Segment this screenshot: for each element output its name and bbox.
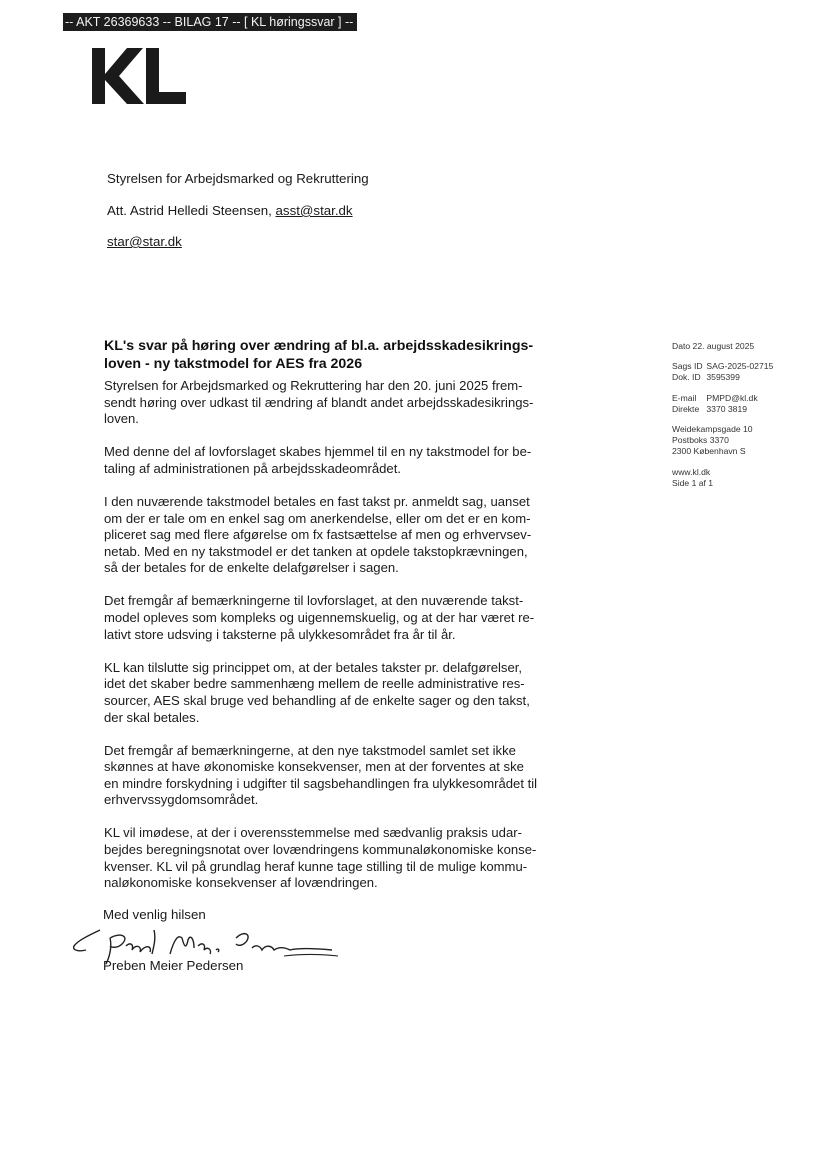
body-line: loven. (104, 411, 139, 427)
paragraph (104, 494, 574, 577)
date-value: 22. august 2025 (692, 341, 755, 351)
body-line: så der betales for de enkelte delafgørelser i sagen. (104, 560, 399, 576)
body-line: Det fremgår af bemærkningerne til lovforslaget, at den nuværende takst- (104, 593, 524, 609)
case-id-label: Sags ID (672, 361, 703, 372)
recipient-email (107, 233, 182, 251)
doc-id-label: Dok. ID (672, 372, 701, 383)
doc-id-value: 3595399 (706, 372, 740, 383)
attention-email-link[interactable]: asst@star.dk (275, 203, 353, 218)
email-value[interactable]: PMPD@kl.dk (706, 392, 758, 403)
address-line: Postboks 3370 (672, 435, 729, 446)
website[interactable]: www.kl.dk (672, 466, 711, 477)
email-row (672, 393, 822, 404)
title-line: loven - ny takstmodel for AES fra 2026 (104, 356, 363, 372)
attention-name: Att. Astrid Helledi Steensen, (107, 203, 276, 218)
body-line: erhvervssygdomsområdet. (104, 792, 259, 808)
direct-phone-row (672, 404, 822, 415)
case-id-row (672, 361, 822, 372)
body-line: KL vil imødese, at der i overensstemmelse med sædvanlig praksis udar- (104, 825, 522, 841)
letter-title (104, 337, 574, 373)
body-line: kvenser. KL vil på grundlag heraf kunne tage stilling til de mulige kommu- (104, 858, 528, 874)
body-line: naløkonomiske konsekvenser af lovændringen. (104, 875, 378, 891)
page-number: Side 1 af 1 (672, 477, 714, 488)
body-line: bejdes beregningsnotat over lovændringens kommunaløkonomiske konse- (104, 842, 537, 858)
paragraph (104, 378, 574, 428)
body-line: sendt høring over udkast til ændring af blandt andet arbejdsskadesikrings- (104, 394, 534, 410)
body-line: Det fremgår af bemærkningerne, at den nye takstmodel samlet set ikke (104, 742, 516, 758)
body-line: sourcer, AES skal bruge ved behandling af de enkelte sager og den takst, (104, 692, 530, 708)
paragraph (104, 593, 574, 643)
address-line: Weidekampsgade 10 (672, 424, 753, 435)
address-line: 2300 København S (672, 446, 746, 457)
body-line: en mindre forskydning i udgifter til sagsbehandlingen fra ulykkesområdet til (104, 775, 538, 791)
doc-id-row (672, 372, 822, 383)
date-label: Dato (672, 341, 691, 351)
direct-phone-label: Direkte (672, 403, 700, 414)
body-line: pliceret sag med flere afgørelse om fx fastsættelse af men og erhvervsev- (104, 527, 532, 543)
paragraph (104, 743, 574, 809)
date-row (672, 341, 822, 352)
body-line: KL kan tilslutte sig princippet om, at der betales takster pr. delafgørelser, (104, 659, 522, 675)
letter-body (104, 378, 574, 908)
body-line: Styrelsen for Arbejdsmarked og Rekruttering har den 20. juni 2025 frem- (104, 378, 523, 393)
email-label: E-mail (672, 392, 697, 403)
body-line: netab. Med en ny takstmodel er det tanken at opdele takstopkrævningen, (104, 543, 528, 559)
direct-phone-value: 3370 3819 (706, 403, 748, 414)
body-line: om der er tale om en enkel sag om anerkendelse, eller om det er en kom- (104, 510, 531, 526)
body-line: taling af administrationen på arbejdsskadeområdet. (104, 460, 401, 476)
case-id-value: SAG-2025-02715 (706, 361, 774, 372)
body-line: model opleves som kompleks og uigennemskuelig, og at der har været re- (104, 610, 535, 626)
title-line: KL's svar på høring over ændring af bl.a. arbejdsskadesikrings- (104, 338, 534, 354)
body-line: I den nuværende takstmodel betales en fast takst pr. anmeldt sag, uanset (104, 493, 530, 509)
document-stamp: -- AKT 26369633 -- BILAG 17 -- [ KL høringssvar ] -- (63, 13, 357, 31)
body-line: skønnes at have økonomiske konsekvenser, men at der forventes at ske (104, 759, 524, 775)
body-line: der skal betales. (104, 709, 200, 725)
paragraph (104, 660, 574, 726)
recipient-organization: Styrelsen for Arbejdsmarked og Rekruttering (107, 171, 369, 186)
recipient-email-link[interactable]: star@star.dk (107, 234, 182, 249)
paragraph (104, 825, 574, 891)
body-line: lativt store udsving i taksterne på ulykkesområdet fra år til år. (104, 626, 456, 642)
closing-greeting: Med venlig hilsen (103, 907, 206, 922)
kl-logo (91, 47, 187, 105)
body-line: Med denne del af lovforslaget skabes hjemmel til en ny takstmodel for be- (104, 444, 532, 460)
letter-metadata (672, 341, 822, 489)
signer-name: Preben Meier Pedersen (103, 958, 244, 973)
recipient-attention (107, 202, 353, 220)
paragraph (104, 444, 574, 477)
body-line: idet det skaber bedre sammenhæng mellem de reelle administrative res- (104, 676, 525, 692)
